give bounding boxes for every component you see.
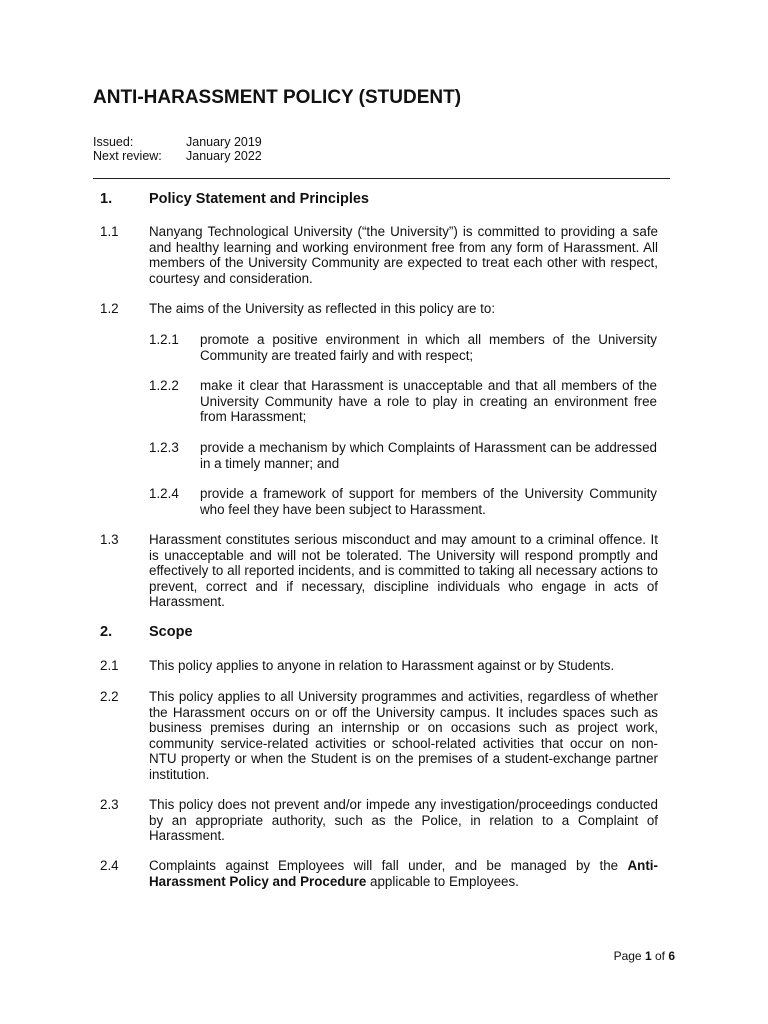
subparagraph-1-2-1-number: 1.2.1 xyxy=(149,332,179,347)
paragraph-2-2-text: This policy applies to all University programmes and activities, regardless of whether the Harassment occurs on or off the University campus. It includes spaces such as business premises during an internship or on occasions such as project work, community service-related activities or school-related activities that occur on non-NTU property or when the Student is on the premises of a student-exchange partner institution. xyxy=(149,689,658,782)
page-separator: of xyxy=(651,949,669,963)
paragraph-2-4-text-end: applicable to Employees. xyxy=(366,873,519,889)
issued-value: January 2019 xyxy=(186,135,262,149)
paragraph-2-2-number: 2.2 xyxy=(100,689,119,704)
subparagraph-1-2-2-text: make it clear that Harassment is unacceptable and that all members of the University Community have a role to play in creating an environment free from Harassment; xyxy=(200,378,657,425)
paragraph-1-2-number: 1.2 xyxy=(100,301,119,316)
page-label: Page xyxy=(613,949,645,963)
paragraph-1-1-text: Nanyang Technological University (“the University”) is committed to providing a safe and healthy learning and working environment free from any form of Harassment. All members of the University Community are expected to treat each other with respect, courtesy and consideration. xyxy=(149,224,658,286)
subparagraph-1-2-3-number: 1.2.3 xyxy=(149,440,179,455)
paragraph-1-3-number: 1.3 xyxy=(100,532,119,547)
page-total: 6 xyxy=(668,949,675,963)
subparagraph-1-2-4-number: 1.2.4 xyxy=(149,486,179,501)
section-1-title: Policy Statement and Principles xyxy=(149,191,369,207)
document-title: ANTI-HARASSMENT POLICY (STUDENT) xyxy=(93,87,462,108)
issued-row xyxy=(93,135,262,150)
next-review-label: Next review: xyxy=(93,149,162,163)
paragraph-2-4-number: 2.4 xyxy=(100,858,119,873)
next-review-value: January 2022 xyxy=(186,149,262,163)
paragraph-2-3-text: This policy does not prevent and/or impede any investigation/proceedings conducted by an appropriate authority, such as the Police, in relation to a Complaint of Harassment. xyxy=(149,797,658,844)
paragraph-1-1-number: 1.1 xyxy=(100,224,119,239)
page-current: 1 xyxy=(644,949,652,963)
section-2-title: Scope xyxy=(149,624,193,640)
next-review-row xyxy=(93,149,262,164)
paragraph-2-4-text-start: Complaints against Employees will fall under, and be managed by the xyxy=(149,858,628,873)
page-footer xyxy=(614,949,675,963)
paragraph-2-3-number: 2.3 xyxy=(100,797,119,812)
section-1-number: 1. xyxy=(100,191,113,207)
paragraph-1-3-text: Harassment constitutes serious misconduct and may amount to a criminal offence. It is unacceptable and will not be tolerated. The University will respond promptly and effectively to all reported incidents, and is committed to taking all necessary actions to prevent, correct and if necessary, discipline individuals who engage in acts of Harassment. xyxy=(149,532,658,610)
subparagraph-1-2-1-text: promote a positive environment in which all members of the University Community are treated fairly and with respect; xyxy=(200,332,657,363)
subparagraph-1-2-3-text: provide a mechanism by which Complaints of Harassment can be addressed in a timely manner; and xyxy=(200,440,657,471)
paragraph-2-4-text xyxy=(149,858,658,889)
subparagraph-1-2-2-number: 1.2.2 xyxy=(149,378,179,393)
paragraph-2-1-number: 2.1 xyxy=(100,658,119,673)
issued-label: Issued: xyxy=(93,135,134,149)
paragraph-1-2-text: The aims of the University as reflected in this policy are to: xyxy=(149,301,496,316)
policy-reference: Anti-Harassment Policy and Procedure xyxy=(149,858,658,889)
paragraph-2-1-text: This policy applies to anyone in relation to Harassment against or by Students. xyxy=(149,658,615,673)
section-2-number: 2. xyxy=(100,624,113,640)
header-divider xyxy=(93,178,670,179)
subparagraph-1-2-4-text: provide a framework of support for members of the University Community who feel they have been subject to Harassment. xyxy=(200,486,657,517)
